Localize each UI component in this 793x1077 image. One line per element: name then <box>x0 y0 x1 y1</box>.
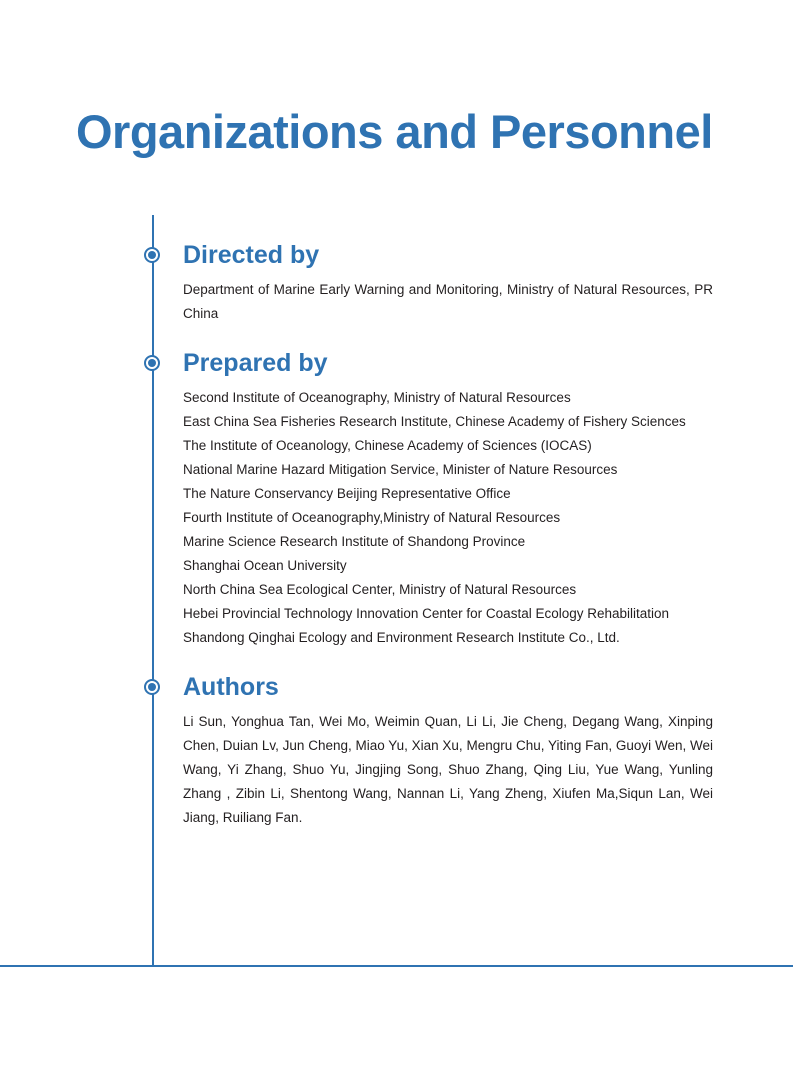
section-heading-directed-by: Directed by <box>183 241 320 269</box>
section-directed-by <box>183 240 713 326</box>
list-item: National Marine Hazard Mitigation Service, Minister of Nature Resources <box>183 462 618 477</box>
bullet-circle-icon <box>144 247 160 263</box>
list-item: Marine Science Research Institute of Shandong Province <box>183 534 526 549</box>
bullet-circle-icon <box>144 679 160 695</box>
section-heading-authors: Authors <box>183 673 279 701</box>
prepared-by-list <box>183 386 713 650</box>
bullet-circle-icon <box>144 355 160 371</box>
list-item: Fourth Institute of Oceanography,Ministry of Natural Resources <box>183 510 561 525</box>
page-title: Organizations and Personnel <box>76 105 713 158</box>
section-heading-prepared-by: Prepared by <box>183 349 328 377</box>
directed-by-text: Department of Marine Early Warning and Monitoring, Ministry of Natural Resources, PR China <box>183 282 713 321</box>
bottom-divider <box>0 965 793 967</box>
authors-text: Li Sun, Yonghua Tan, Wei Mo, Weimin Quan, Li Li, Jie Cheng, Degang Wang, Xinping Chen, Duian Lv, Jun Cheng, Miao Yu, Xian Xu, Mengru Chu, Yiting Fan, Guoyi Wen, Wei Wang, Yi Zhang, Shuo Yu, Jingjing Song, Shuo Zhang, Qing Liu, Yue Wang, Yunling Zhang , Zibin Li, Shentong Wang, Nannan Li, Yang Zheng, Xiufen Ma,Siqun Lan, Wei Jiang, Ruiliang Fan. <box>183 714 713 825</box>
list-item: North China Sea Ecological Center, Ministry of Natural Resources <box>183 582 577 597</box>
list-item: The Nature Conservancy Beijing Representative Office <box>183 486 511 501</box>
list-item: The Institute of Oceanology, Chinese Academy of Sciences (IOCAS) <box>183 438 592 453</box>
section-authors <box>183 672 713 830</box>
list-item: East China Sea Fisheries Research Institute, Chinese Academy of Fishery Sciences <box>183 414 686 429</box>
section-prepared-by <box>183 348 713 650</box>
list-item: Hebei Provincial Technology Innovation Center for Coastal Ecology Rehabilitation <box>183 606 670 621</box>
list-item: Second Institute of Oceanography, Ministry of Natural Resources <box>183 390 571 405</box>
list-item: Shanghai Ocean University <box>183 558 347 573</box>
timeline-line <box>152 215 154 966</box>
list-item: Shandong Qinghai Ecology and Environment Research Institute Co., Ltd. <box>183 630 620 645</box>
